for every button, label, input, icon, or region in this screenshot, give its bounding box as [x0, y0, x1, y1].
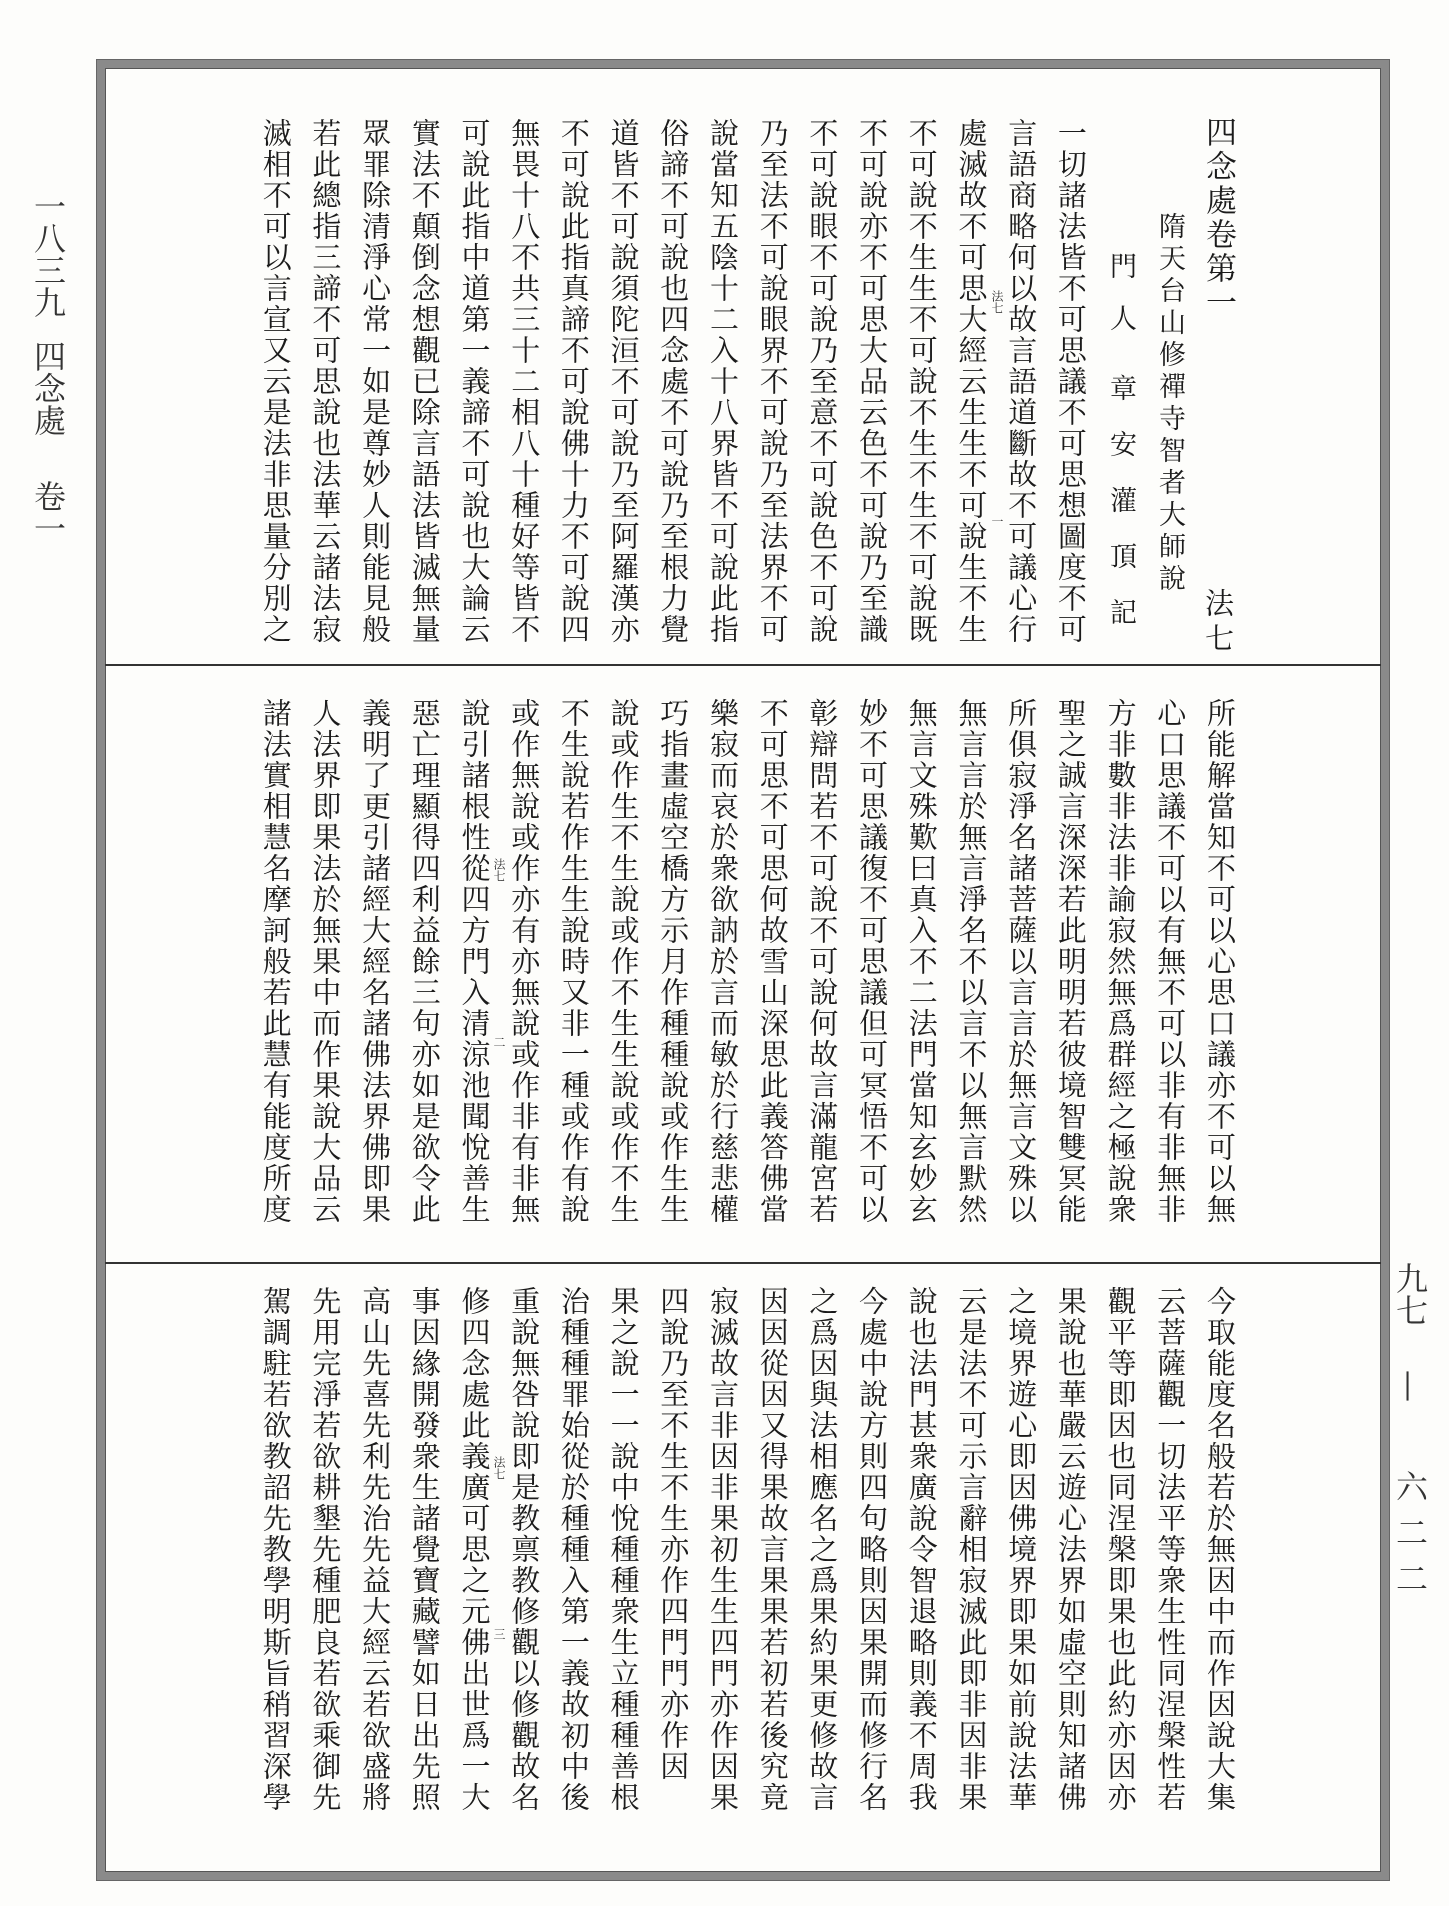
text-column: 云是法不可示言辭相寂滅此即非因非果	[954, 1286, 989, 1813]
text-column: 實法不顛倒念想觀已除言語法皆滅無量	[407, 118, 442, 645]
text-column: 彰辯問若不可說不可說何故言滿龍宮若	[805, 698, 840, 1225]
text-column: 果說也華嚴云遊心法界如虛空則知諸佛	[1053, 1286, 1088, 1813]
text-column: 言語商略何以故言語道斷故不可議心行	[1004, 118, 1039, 645]
text-column: 不可說此指真諦不可說佛十力不可說四	[556, 118, 591, 645]
text-column: 可說此指中道第一義諦不可說也大論云	[457, 118, 492, 645]
text-column: 之爲因與法相應名之爲果約果更修故言	[805, 1286, 840, 1813]
text-column: 說或作生不生說或作不生生說或作不生	[606, 698, 641, 1225]
register-divider	[105, 1262, 1381, 1264]
text-column: 道皆不可說須陀洹不可說乃至阿羅漢亦	[606, 118, 641, 645]
text-column: 俗諦不可說也四念處不可說乃至根力覺	[656, 118, 691, 645]
text-column: 說當知五陰十二入十八界皆不可說此指	[706, 118, 740, 645]
text-column: 諸法實相慧名摩訶般若此慧有能度所度	[258, 698, 293, 1225]
text-column: 云菩薩觀一切法平等衆生性同涅槃性若	[1153, 1286, 1188, 1813]
text-column: 所能解當知不可以心思口議亦不可以無	[1203, 698, 1237, 1225]
text-column: 今取能度名般若於無因中而作因說大集	[1203, 1286, 1237, 1813]
text-column: 不可說亦不可思大品云色不可說乃至識	[855, 118, 890, 645]
text-column: 樂寂而哀於衆欲訥於言而敏於行慈悲權	[706, 698, 740, 1225]
text-column: 不可思不可思何故雪山深思此義答佛當	[755, 698, 790, 1225]
text-column: 今處中說方則四句略則因果開而修行名	[855, 1286, 890, 1813]
text-column: 之境界遊心即因佛境界即果如前說法華	[1004, 1286, 1039, 1813]
text-column: 駕調駐若欲教詔先教學明斯旨稍習深學	[258, 1286, 293, 1813]
marginal-note: 法七	[492, 858, 506, 882]
text-column: 聖之誠言深深若此明明若彼境智雙冥能	[1053, 698, 1088, 1225]
text-column: 重說無咎說即是教禀教修觀以修觀故名	[507, 1286, 542, 1813]
text-column: 無言文殊歎曰真入不二法門當知玄妙玄	[904, 698, 939, 1225]
text-column: 或作無說或作亦有亦無說或作非有非無	[507, 698, 542, 1225]
text-column: 所俱寂淨名諸菩薩以言言於無言文殊以	[1004, 698, 1039, 1225]
text-column: 人法界即果法於無果中而作果說大品云	[308, 698, 343, 1225]
text-column: 高山先喜先利先治先益大經云若欲盛將	[358, 1286, 393, 1813]
text-column: 眾罪除清淨心常一如是尊妙人則能見般	[358, 118, 393, 645]
text-column: 義明了更引諸經大經名諸佛法界佛即果	[358, 698, 393, 1225]
text-column: 處滅故不可思大經云生生不可說生不生	[954, 118, 989, 645]
margin-dash: —	[1391, 1370, 1429, 1402]
text-column: 無畏十八不共三十二相八十種好等皆不	[507, 118, 542, 645]
margin-fascicle: 卷一	[29, 480, 67, 544]
marginal-mark: 二	[492, 1036, 506, 1048]
text-column: 滅相不可以言宣又云是法非思量分別之	[258, 118, 293, 645]
text-column: 事因緣開發衆生諸覺寶藏譬如日出先照	[407, 1286, 442, 1813]
text-column: 不可說眼不可說乃至意不可說色不可說	[805, 118, 840, 645]
text-column: 治種種罪始從於種種入第一義故初中後	[556, 1286, 591, 1813]
text-column: 若此總指三諦不可思說也法華云諸法寂	[308, 118, 343, 645]
marginal-note: 法七	[990, 290, 1004, 314]
text-column: 因因從因又得果故言果果若初若後究竟	[755, 1286, 790, 1813]
fascicle-title: 四念處卷第一	[1200, 116, 1236, 320]
text-column: 無言言於無言淨名不以言不以無言默然	[954, 698, 989, 1225]
text-column: 果之說一一說中悅種種衆生立種種善根	[606, 1286, 641, 1813]
recorder-name: 章安灌頂記	[1105, 374, 1136, 654]
marginal-mark: 三	[492, 1628, 506, 1640]
margin-volume-number: 一八三九	[29, 190, 67, 318]
text-column: 乃至法不可說眼界不可說乃至法界不可	[755, 118, 790, 645]
text-column: 說引諸根性從四方門入清涼池聞悅善生	[457, 698, 492, 1225]
text-column: 方非數非法非諭寂然無爲群經之極說衆	[1103, 698, 1138, 1225]
register-divider	[105, 664, 1381, 666]
text-column: 妙不可思議復不可思議但可冥悟不可以	[855, 698, 890, 1225]
margin-title: 四念處	[29, 340, 67, 436]
text-column: 寂滅故言非因非果初生生四門亦作因果	[706, 1286, 740, 1813]
margin-page-b: 六二二	[1391, 1470, 1429, 1608]
text-column: 巧指畫虛空橋方示月作種種說或作生生	[656, 698, 691, 1225]
text-column: 惡亡理顯得四利益餘三句亦如是欲令此	[407, 698, 442, 1225]
text-column: 說也法門甚衆廣說令智退略則義不周我	[904, 1286, 939, 1813]
text-column: 不可說不生生不可說不生不生不可說既	[904, 118, 939, 645]
fascicle-mark: 法七	[1201, 588, 1235, 658]
text-column: 修四念處此義廣可思之元佛出世爲一大	[457, 1286, 492, 1813]
margin-page-a: 九七	[1391, 1262, 1429, 1326]
marginal-note: 法七	[492, 1456, 506, 1480]
text-column: 心口思議不可以有無不可以非有非無非	[1153, 698, 1188, 1225]
author-line: 隋天台山修禪寺智者大師說	[1154, 212, 1185, 596]
text-column: 不生說若作生生說時又非一種或作有說	[556, 698, 591, 1225]
recorder-prefix: 門人	[1105, 252, 1136, 356]
text-column: 一切諸法皆不可思議不可思想圖度不可	[1053, 118, 1088, 645]
text-column: 四說乃至不生不生亦作四門門亦作因	[656, 1286, 691, 1782]
text-column: 觀平等即因也同涅槃即果也此約亦因亦	[1103, 1286, 1138, 1813]
text-column: 先用完淨若欲耕墾先種肥良若欲乘御先	[308, 1286, 343, 1813]
marginal-mark: 一	[990, 515, 1004, 527]
